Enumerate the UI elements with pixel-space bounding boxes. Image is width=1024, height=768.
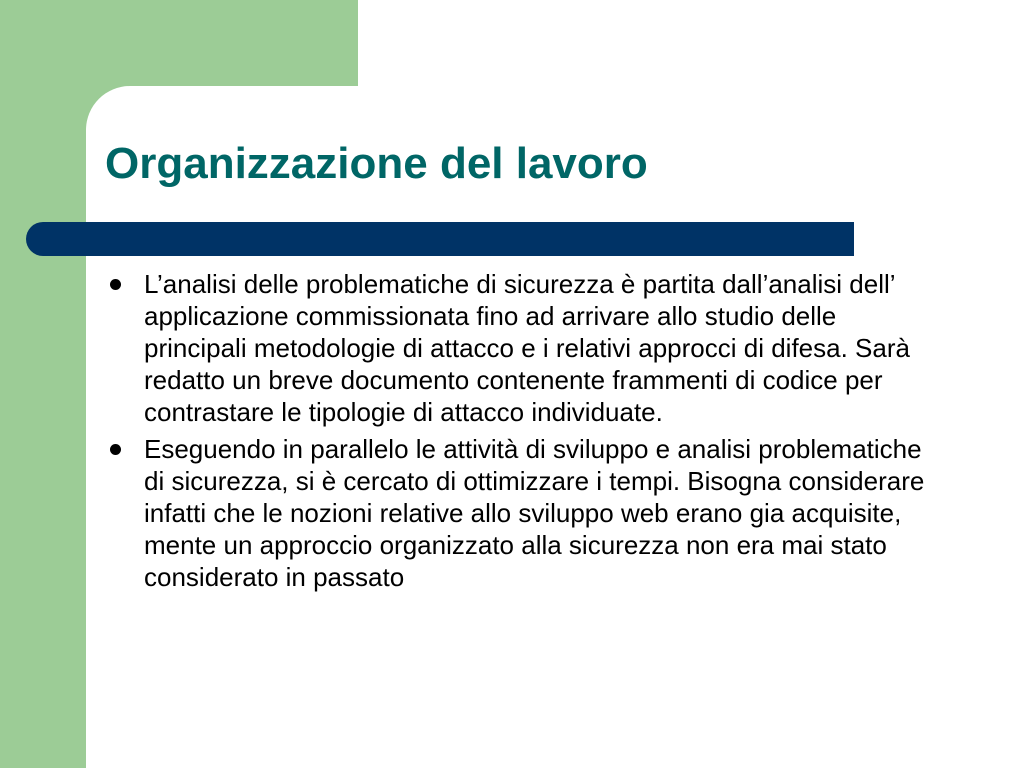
slide-title: Organizzazione del lavoro — [105, 139, 648, 188]
bullet-text: Eseguendo in parallelo le attività di sviluppo e analisi problematiche di sicurezza, si è cercato di ottimizzare i tempi. Bisogna considerare infatti che le nozioni relative allo sviluppo web erano gia acquisite, mente un approccio organizzato alla sicurezza non era mai stato considerato in passato — [144, 434, 925, 592]
bullet-dot-icon — [110, 279, 121, 290]
bullet-list — [105, 268, 945, 598]
bullet-item — [105, 433, 945, 593]
bullet-item — [105, 268, 945, 428]
bullet-text: L’analisi delle problematiche di sicurezza è partita dall’analisi dell’ applicazione commissionata fino ad arrivare allo studio delle principali metodologie di attacco e i relativi approcci di difesa. Sarà redatto un breve documento contenente frammenti di codice per contrastare le tipologie di attacco individuate. — [144, 269, 910, 427]
bullet-dot-icon — [110, 444, 121, 455]
title-underline-bar — [26, 222, 854, 256]
